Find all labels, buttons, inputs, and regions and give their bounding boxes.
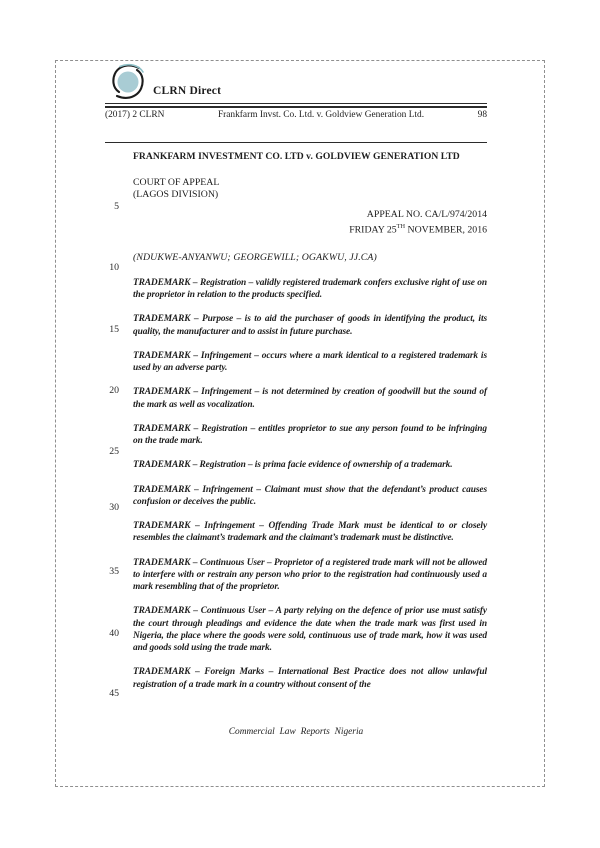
- brand-name: CLRN Direct: [153, 85, 222, 97]
- court-division: (LAGOS DIVISION): [133, 189, 219, 201]
- hearing-date: [133, 221, 487, 237]
- court-block: [133, 177, 219, 202]
- catchword-paragraph: TRADEMARK – Continuous User – Proprietor of a registered trade mark will not be allowed to interfere with or restrain any person who prior to the registration had continuously used a mark resembling that of the proprietor.: [133, 557, 487, 593]
- catchword-paragraph: TRADEMARK – Purpose – is to aid the purchaser of goods in identifying the product, its quality, the manufacturer and to assist in future purchase.: [133, 314, 487, 337]
- line-number: 20: [109, 385, 119, 396]
- line-number: 5: [114, 201, 119, 212]
- catchword-paragraph: TRADEMARK – Registration – entitles proprietor to sue any person found to be infringing on the trade mark.: [133, 423, 487, 447]
- line-number: 45: [109, 688, 119, 699]
- court-name: COURT OF APPEAL: [133, 177, 220, 188]
- catchword-paragraph: TRADEMARK – Infringement – is not determined by creation of goodwill but the sound of the mark as well as vocalization.: [133, 387, 487, 410]
- appeal-block: [133, 209, 487, 237]
- header-double-rule: [105, 103, 487, 108]
- catchword-paragraph: TRADEMARK – Foreign Marks – International Best Practice does not allow unlawful registration of a trade mark in a country without consent of the: [133, 667, 487, 690]
- catchword-paragraph: TRADEMARK – Registration – validly registered trademark confers exclusive right of use on the proprietor in relation to the products specified.: [133, 278, 487, 301]
- hearing-date-suffix: NOVEMBER, 2016: [405, 224, 487, 236]
- line-number: 35: [109, 566, 119, 577]
- running-head: [105, 110, 487, 120]
- header-single-rule: [105, 142, 487, 143]
- catchword-paragraph: TRADEMARK – Infringement – occurs where a mark identical to a registered trademark is used by an adverse party.: [133, 350, 487, 374]
- judges-line: (NDUKWE-ANYANWU; GEORGEWILL; OGAKWU, JJ.CA): [133, 252, 377, 263]
- line-number: 25: [109, 446, 119, 457]
- clrn-globe-logo-icon: [106, 61, 152, 101]
- footer-series-title: Commercial Law Reports Nigeria: [228, 727, 364, 737]
- hearing-date-ordinal: TH: [396, 223, 406, 231]
- catchword-paragraph: TRADEMARK – Infringement – Offending Trade Mark must be identical to or closely resembles the claimant’s trademark and the claimant’s trademark must be distinctive.: [133, 521, 487, 544]
- catchword-paragraph: TRADEMARK – Infringement – Claimant must show that the defendant’s product causes confusion or deceives the public.: [133, 484, 487, 507]
- appeal-number: APPEAL NO. CA/L/974/2014: [366, 209, 487, 220]
- hearing-date-prefix: FRIDAY 25: [349, 224, 397, 236]
- line-number: 10: [109, 262, 119, 273]
- line-number: 40: [109, 628, 119, 639]
- catchword-paragraph: TRADEMARK – Continuous User – A party relying on the defence of prior use must satisfy the court through pleadings and evidence the date when the trade mark was first used in Nigeria, the place where the goods were sold, continuous use of trade mark, how it was used and goods sold using the trade mark.: [133, 606, 487, 654]
- line-number: 15: [109, 324, 119, 335]
- case-title: FRANKFARM INVESTMENT CO. LTD v. GOLDVIEW GENERATION LTD: [133, 151, 460, 162]
- running-case-title: Frankfarm Invst. Co. Ltd. v. Goldview Generation Ltd.: [217, 110, 425, 120]
- line-number: 30: [109, 502, 119, 513]
- page-number: 98: [477, 110, 487, 120]
- report-citation: (2017) 2 CLRN: [105, 110, 165, 120]
- catchword-paragraph: TRADEMARK – Registration – is prima facie evidence of ownership of a trademark.: [133, 460, 453, 471]
- catchwords-list: [133, 277, 487, 703]
